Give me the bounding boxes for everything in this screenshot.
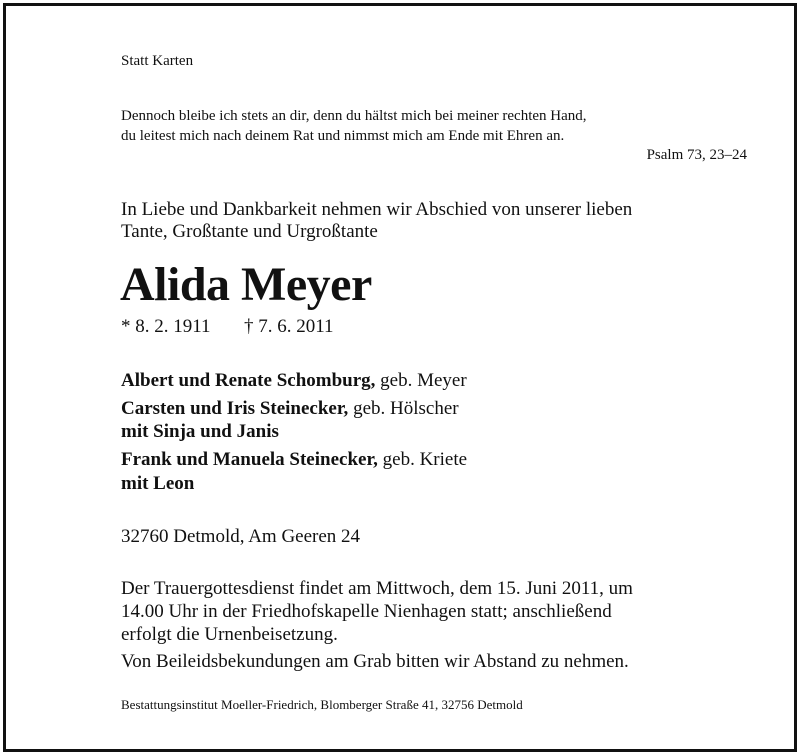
verse-reference: Psalm 73, 23–24 [646,147,747,163]
mourner-3-children: mit Leon [121,473,195,494]
mourner-line-2 [121,397,459,421]
mourner-2-children: mit Sinja und Janis [121,421,279,442]
mourner-line-1 [121,369,467,393]
intro-line-2: Tante, Großtante und Urgroßtante [121,221,378,242]
mourner-2-names: Carsten und Iris Steinecker, [121,398,349,419]
deceased-name: Alida Meyer [120,258,372,311]
condolence-note: Von Beileidsbekundungen am Grab bitten wir Abstand zu nehmen. [121,651,629,672]
service-line-1: Der Trauergottesdienst findet am Mittwoch, dem 15. Juni 2011, um [121,578,633,599]
service-line-3: erfolgt die Urnenbeisetzung. [121,624,338,645]
statt-karten-label: Statt Karten [121,53,194,69]
service-line-2: 14.00 Uhr in der Friedhofskapelle Nienhagen statt; anschließend [121,601,612,622]
intro-line-1: In Liebe und Dankbarkeit nehmen wir Abschied von unserer lieben [121,199,633,220]
verse-line-2: du leitest mich nach deinem Rat und nimmst mich am Ende mit Ehren an. [121,128,565,144]
mourner-1-nee: geb. Meyer [375,370,467,391]
mourner-3-nee: geb. Kriete [377,449,468,470]
birth-date: * 8. 2. 1911 [121,316,211,337]
mourner-3-names: Frank und Manuela Steinecker, [121,449,378,470]
mourner-1-names: Albert und Renate Schomburg, [121,370,376,391]
mourners-address: 32760 Detmold, Am Geeren 24 [121,526,361,547]
death-date: † 7. 6. 2011 [244,316,334,337]
verse-line-1: Dennoch bleibe ich stets an dir, denn du hältst mich bei meiner rechten Hand, [121,108,587,124]
mourner-2-nee: geb. Hölscher [348,398,459,419]
mourner-line-3 [121,448,467,472]
undertaker-footer: Bestattungsinstitut Moeller-Friedrich, Blomberger Straße 41, 32756 Detmold [121,697,523,712]
